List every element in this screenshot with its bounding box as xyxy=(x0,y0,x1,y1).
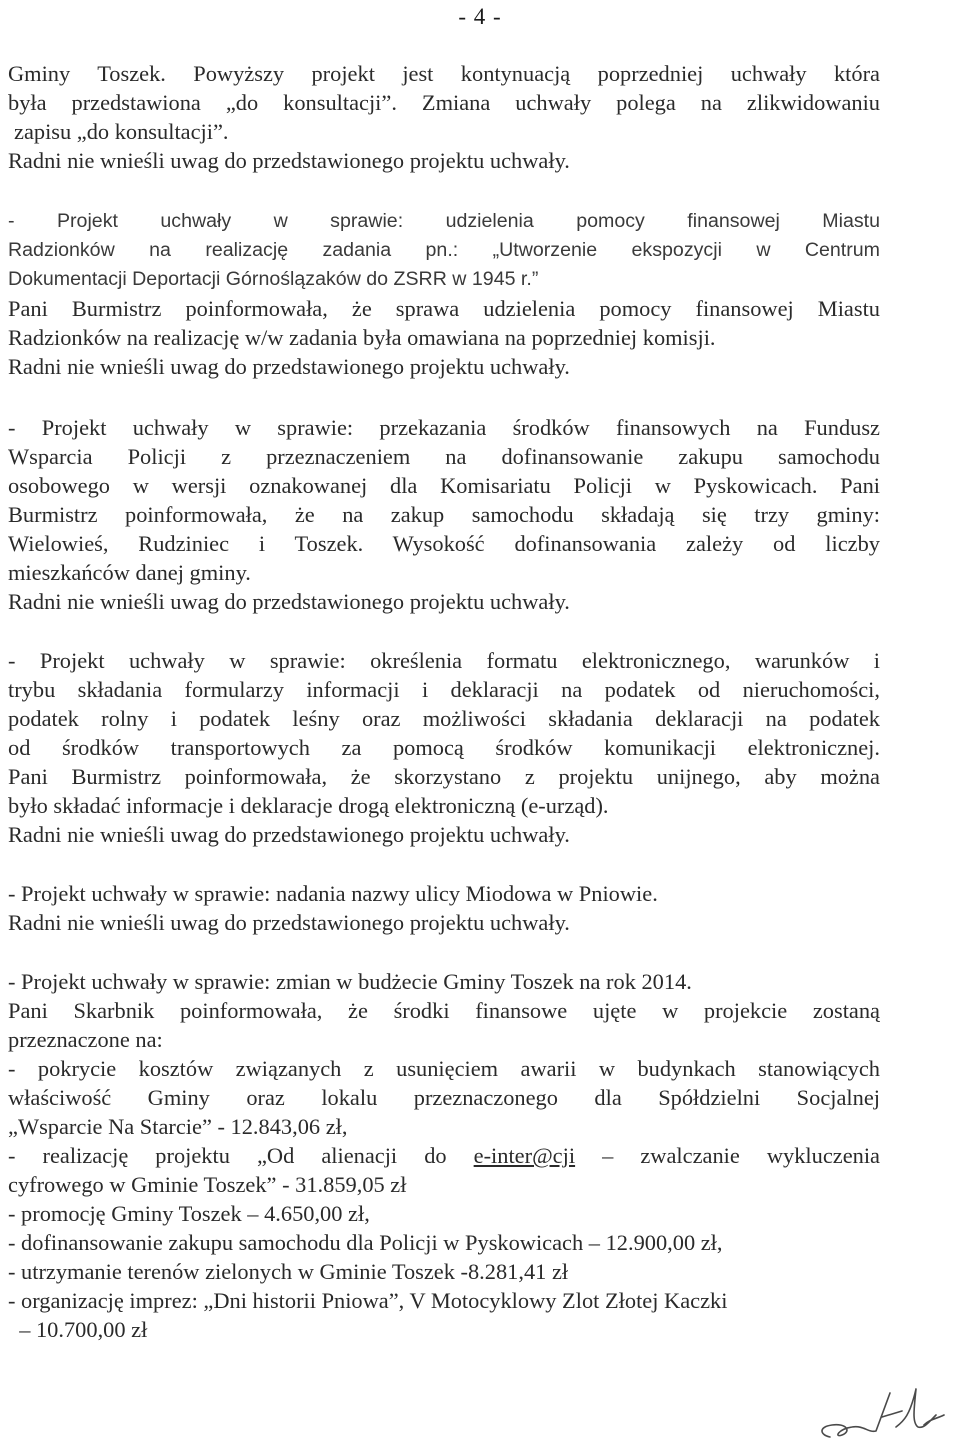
text-line: trybu składania formularzy informacji i deklaracji na podatek od nieruchomości, xyxy=(8,677,880,702)
budget-item: - organizację imprez: „Dni historii Pniowa”, V Motocyklowy Zlot Złotej Kaczki xyxy=(8,1288,728,1313)
remark-line: Radni nie wnieśli uwag do przedstawionego projektu uchwały. xyxy=(8,354,570,379)
page-number: - 4 - xyxy=(458,4,502,29)
text-line: mieszkańców danej gminy. xyxy=(8,560,251,585)
remark-line: Radni nie wnieśli uwag do przedstawionego projektu uchwały. xyxy=(8,822,570,847)
text-line: - Projekt uchwały w sprawie: zmian w budżecie Gminy Toszek na rok 2014. xyxy=(8,969,692,994)
text-line: - Projekt uchwały w sprawie: nadania nazwy ulicy Miodowa w Pniowie. xyxy=(8,881,658,906)
text-line: Radzionków na realizację w/w zadania była omawiana na poprzedniej komisji. xyxy=(8,325,716,350)
text-line: Pani Burmistrz poinformowała, że skorzystano z projektu unijnego, aby można xyxy=(8,764,880,789)
remark-line: Radni nie wnieśli uwag do przedstawionego projektu uchwały. xyxy=(8,589,570,614)
text-line: Wielowieś, Rudziniec i Toszek. Wysokość dofinansowania zależy od liczby xyxy=(8,531,880,556)
text-line: - Projekt uchwały w sprawie: określenia formatu elektronicznego, warunków i xyxy=(8,648,880,673)
budget-item: – 10.700,00 zł xyxy=(8,1317,148,1342)
text-line: Radzionków na realizację zadania pn.: „Utworzenie ekspozycji w Centrum xyxy=(8,239,880,261)
text-line: podatek rolny i podatek leśny oraz możliwości składania deklaracji na podatek xyxy=(8,706,880,731)
text-line: Pani Burmistrz poinformowała, że sprawa udzielenia pomocy finansowej Miastu xyxy=(8,296,880,321)
budget-item: cyfrowego w Gminie Toszek” - 31.859,05 zł xyxy=(8,1172,407,1197)
text-line: Dokumentacji Deportacji Górnoślązaków do ZSRR w 1945 r.” xyxy=(8,268,539,290)
text-line: zapisu „do konsultacji”. xyxy=(14,119,229,144)
budget-item-text: – zwalczanie wykluczenia xyxy=(575,1143,880,1168)
text-line: od środków transportowych za pomocą środków komunikacji elektronicznej. xyxy=(8,735,880,760)
budget-item: - dofinansowanie zakupu samochodu dla Policji w Pyskowicach – 12.900,00 zł, xyxy=(8,1230,723,1255)
text-line: Wsparcia Policji z przeznaczeniem na dofinansowanie zakupu samochodu xyxy=(8,444,880,469)
text-line: - Projekt uchwały w sprawie: udzielenia pomocy finansowej Miastu xyxy=(8,210,880,232)
text-line: osobowego w wersji oznakowanej dla Komisariatu Policji w Pyskowicach. Pani xyxy=(8,473,880,498)
text-line: - Projekt uchwały w sprawie: przekazania środków finansowych na Fundusz xyxy=(8,415,880,440)
budget-item: - promocję Gminy Toszek – 4.650,00 zł, xyxy=(8,1201,370,1226)
budget-item: - pokrycie kosztów związanych z usunięciem awarii w budynkach stanowiących xyxy=(8,1056,880,1081)
text-line: było składać informacje i deklaracje drogą elektroniczną (e-urząd). xyxy=(8,793,609,818)
text-line: Pani Skarbnik poinformowała, że środki finansowe ujęte w projekcie zostaną xyxy=(8,998,880,1023)
budget-item: - utrzymanie terenów zielonych w Gminie Toszek -8.281,41 zł xyxy=(8,1259,569,1284)
text-line: przeznaczone na: xyxy=(8,1027,163,1052)
budget-item: właściwość Gminy oraz lokalu przeznaczonego dla Spółdzielni Socjalnej xyxy=(8,1085,880,1110)
budget-item xyxy=(8,1141,880,1170)
text-line: Burmistrz poinformowała, że na zakup samochodu składają się trzy gminy: xyxy=(8,502,880,527)
remark-line: Radni nie wnieśli uwag do przedstawionego projektu uchwały. xyxy=(8,148,570,173)
project-link[interactable]: e-inter@cji xyxy=(473,1143,576,1168)
budget-item-text: - realizację projektu „Od alienacji do xyxy=(8,1143,474,1168)
budget-item: „Wsparcie Na Starcie” - 12.843,06 zł, xyxy=(8,1114,348,1139)
text-line: była przedstawiona „do konsultacji”. Zmiana uchwały polega na zlikwidowaniu xyxy=(8,90,880,115)
remark-line: Radni nie wnieśli uwag do przedstawionego projektu uchwały. xyxy=(8,910,570,935)
text-line: Gminy Toszek. Powyższy projekt jest kontynuacją poprzedniej uchwały która xyxy=(8,61,880,86)
signature-image xyxy=(812,1375,952,1445)
